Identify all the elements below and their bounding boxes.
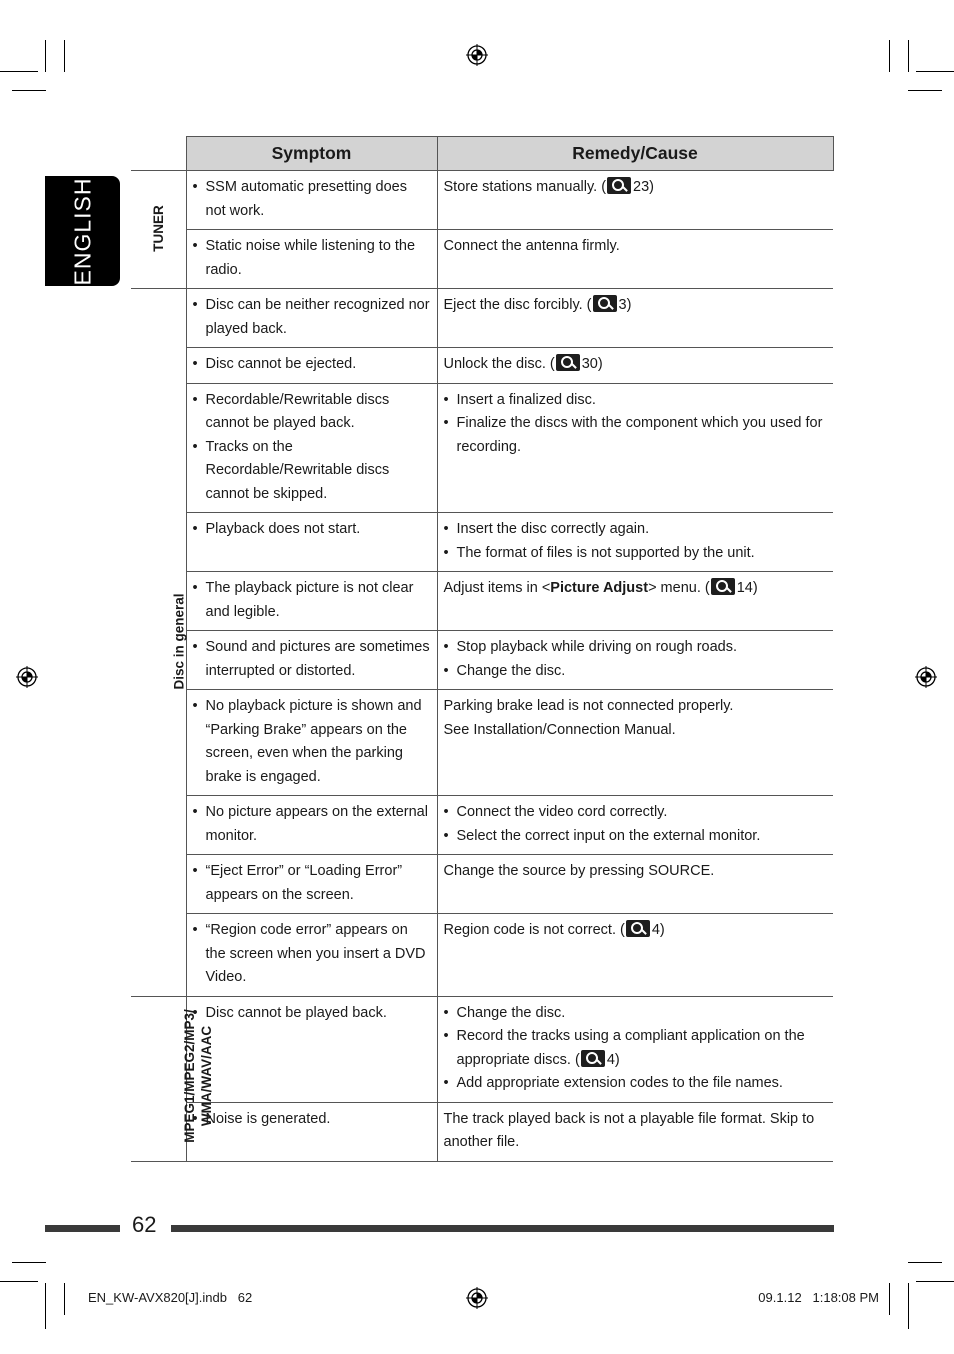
symptom-cell (186, 1102, 437, 1161)
symptom-cell (186, 631, 437, 690)
symptom-cell (186, 914, 437, 997)
remedy-item: • Change the disc. (444, 660, 828, 684)
crop-mark (889, 40, 890, 72)
remedy-text: Store stations manually. ( (443, 179, 607, 195)
category-cell-disc (131, 289, 186, 997)
crop-mark (908, 1262, 942, 1263)
table-row (131, 855, 833, 914)
category-label-file-formats: MPEG1/MPEG2/MP3/ WMA/WAV/AAC (181, 1009, 214, 1144)
page-reference: 14) (736, 580, 758, 596)
crop-mark (0, 71, 38, 72)
remedy-item: • Connect the video cord correctly. (444, 801, 828, 825)
remedy-text: Unlock the disc. ( (443, 356, 555, 372)
remedy-item: • Select the correct input on the external monitor. (444, 825, 828, 849)
remedy-cell (437, 289, 833, 348)
remedy-cell (437, 230, 833, 289)
menu-name: Picture Adjust (550, 580, 649, 596)
page-reference: 23) (633, 179, 654, 195)
remedy-text: Eject the disc forcibly. ( (443, 297, 592, 313)
remedy-cell (437, 996, 833, 1102)
remedy-text: See Installation/Connection Manual. (443, 721, 676, 738)
table-header-row (131, 137, 833, 171)
crop-mark (889, 1283, 890, 1315)
category-cell-tuner (131, 171, 186, 289)
page-reference: 4) (651, 922, 665, 938)
remedy-cell (437, 796, 833, 855)
table-row (131, 289, 833, 348)
remedy-text: Parking brake lead is not connected properly. (443, 698, 734, 714)
remedy-text: > menu. ( (648, 580, 710, 596)
remedy-item: • Stop playback while driving on rough roads. (444, 636, 828, 660)
remedy-item: • Finalize the discs with the component which you used for recording. (444, 412, 828, 459)
remedy-text: Adjust items in < (443, 580, 551, 596)
crop-mark (12, 1262, 46, 1263)
crop-mark (916, 71, 954, 72)
symptom-item: • Disc cannot be played back. (193, 1002, 431, 1026)
symptom-item: • Noise is generated. (193, 1108, 431, 1132)
remedy-item: • Change the disc. (444, 1002, 828, 1026)
page-reference: 30) (581, 356, 603, 372)
print-footer-file: EN_KW-AVX820[J].indb 62 (88, 1290, 253, 1305)
symptom-cell (186, 513, 437, 572)
registration-mark-icon (16, 666, 38, 688)
registration-mark-icon (915, 666, 937, 688)
symptom-item: • Disc can be neither recognized nor played back. (193, 294, 431, 341)
remedy-cell (437, 914, 833, 997)
remedy-cell (437, 348, 833, 384)
remedy-item: • The format of files is not supported by the unit. (444, 542, 828, 566)
table-row (131, 1102, 833, 1161)
symptom-cell (186, 572, 437, 631)
header-symptom: Symptom (186, 137, 437, 171)
page-reference: 4) (606, 1051, 620, 1068)
symptom-cell (186, 230, 437, 289)
crop-mark (64, 1283, 65, 1315)
reference-magnifier-icon (581, 1050, 605, 1067)
remedy-cell (437, 1102, 833, 1161)
table-row (131, 631, 833, 690)
reference-magnifier-icon (593, 295, 617, 312)
category-cell-file-formats (131, 996, 214, 1161)
reference-magnifier-icon (626, 920, 650, 937)
symptom-item: • No playback picture is shown and “Parking Brake” appears on the screen, even when the parking brake is engaged. (193, 695, 431, 789)
table-row (131, 996, 833, 1102)
crop-mark (0, 1281, 38, 1282)
table-row (131, 796, 833, 855)
crop-mark (908, 1283, 909, 1329)
page-reference: 3) (618, 297, 632, 313)
remedy-cell (437, 631, 833, 690)
remedy-text: Connect the antenna firmly. (443, 238, 620, 254)
remedy-text: Record the tracks using a compliant application on the appropriate discs. ( (456, 1028, 805, 1068)
table-row (131, 513, 833, 572)
symptom-item: • Playback does not start. (193, 518, 431, 542)
remedy-cell (437, 513, 833, 572)
table-row (131, 171, 833, 230)
crop-mark (916, 1281, 954, 1282)
remedy-cell (437, 572, 833, 631)
reference-magnifier-icon (711, 578, 735, 595)
crop-mark (64, 40, 65, 72)
remedy-cell (437, 171, 833, 230)
table-row (131, 348, 833, 384)
print-footer-timestamp: 09.1.12 1:18:08 PM (758, 1290, 879, 1305)
remedy-item: • Insert the disc correctly again. (444, 518, 828, 542)
table-row (131, 690, 833, 796)
header-remedy: Remedy/Cause (437, 137, 833, 171)
crop-mark (12, 90, 46, 91)
symptom-item: • Static noise while listening to the radio. (193, 235, 431, 282)
symptom-cell (186, 171, 437, 230)
symptom-cell (186, 348, 437, 384)
remedy-text: Region code is not correct. ( (443, 922, 625, 938)
page-number: 62 (132, 1212, 157, 1237)
symptom-item: • No picture appears on the external monitor. (193, 801, 431, 848)
symptom-item: • Recordable/Rewritable discs cannot be played back. (193, 389, 431, 436)
crop-mark (45, 40, 46, 72)
symptom-item: • The playback picture is not clear and legible. (193, 577, 431, 624)
symptom-item: • Tracks on the Recordable/Rewritable discs cannot be skipped. (193, 436, 431, 507)
category-label-tuner: TUNER (150, 205, 166, 252)
symptom-cell (186, 996, 437, 1102)
page-bar-left (45, 1225, 120, 1232)
language-tab (45, 176, 120, 286)
symptom-cell (186, 289, 437, 348)
language-tab-label: ENGLISH (69, 177, 96, 285)
crop-mark (45, 1283, 46, 1329)
crop-mark (908, 90, 942, 91)
remedy-text: The track played back is not a playable file format. Skip to another file. (443, 1110, 815, 1150)
crop-mark (908, 40, 909, 72)
remedy-cell (437, 690, 833, 796)
symptom-cell (186, 383, 437, 513)
remedy-item (444, 1025, 828, 1072)
remedy-text: Change the source by pressing SOURCE. (443, 863, 715, 879)
reference-magnifier-icon (607, 177, 631, 194)
registration-mark-icon (466, 1287, 488, 1309)
table-row (131, 230, 833, 289)
reference-magnifier-icon (556, 354, 580, 371)
symptom-cell (186, 855, 437, 914)
symptom-cell (186, 796, 437, 855)
page-bar-right (171, 1225, 834, 1232)
symptom-item: • Sound and pictures are sometimes interrupted or distorted. (193, 636, 431, 683)
remedy-item: • Insert a finalized disc. (444, 389, 828, 413)
table-row (131, 383, 833, 513)
table-row (131, 914, 833, 997)
remedy-item: • Add appropriate extension codes to the file names. (444, 1072, 828, 1096)
remedy-cell (437, 383, 833, 513)
table-row (131, 572, 833, 631)
symptom-item: • “Region code error” appears on the screen when you insert a DVD Video. (193, 919, 431, 990)
registration-mark-icon (466, 44, 488, 66)
symptom-item: • Disc cannot be ejected. (193, 353, 431, 377)
symptom-item: • SSM automatic presetting does not work. (193, 176, 431, 223)
category-label-disc: Disc in general (171, 592, 187, 690)
symptom-item: • “Eject Error” or “Loading Error” appears on the screen. (193, 860, 431, 907)
symptom-cell (186, 690, 437, 796)
header-blank-cell (131, 137, 186, 171)
troubleshooting-table (131, 136, 834, 1162)
remedy-cell (437, 855, 833, 914)
